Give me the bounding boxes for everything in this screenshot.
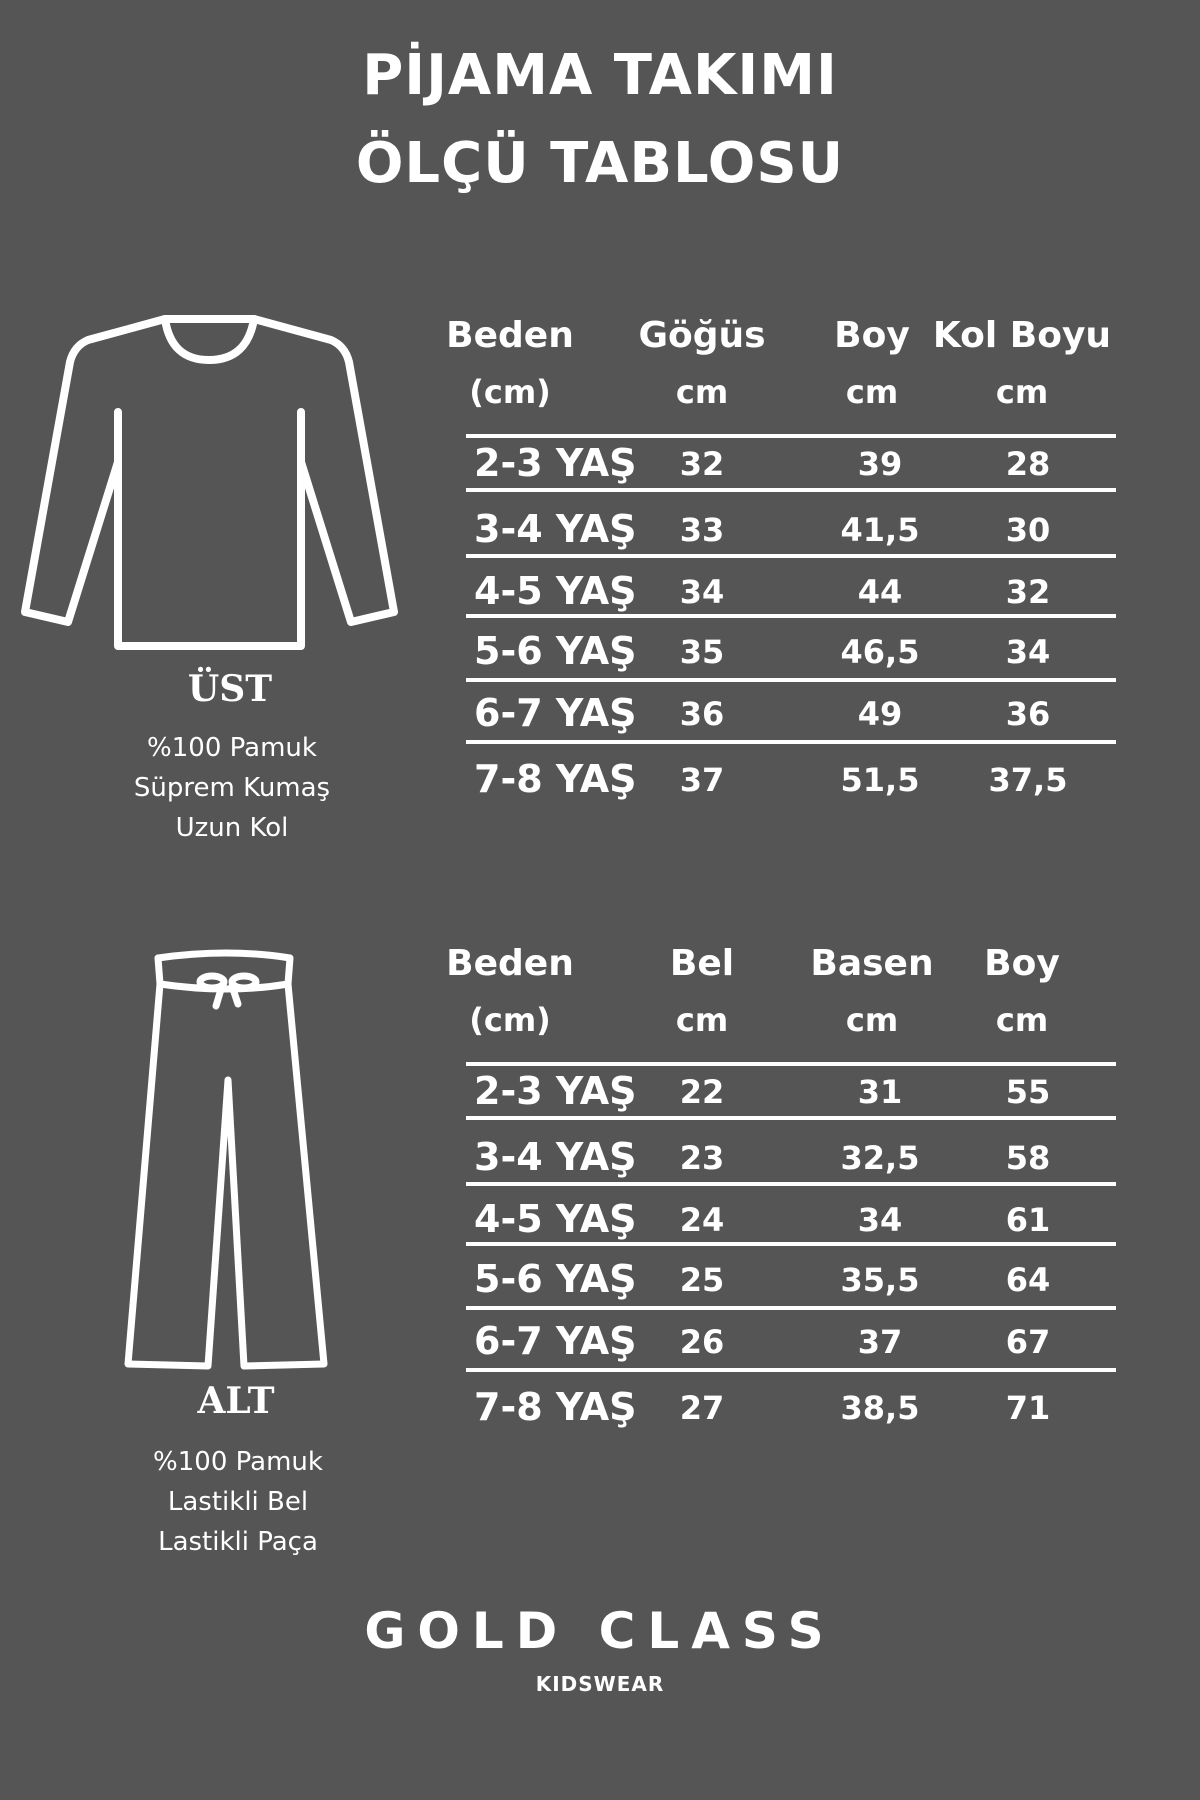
- table-cell: 25: [679, 1261, 725, 1299]
- size-label: 2-3 YAŞ: [474, 441, 637, 485]
- column-unit: cm: [995, 1001, 1049, 1039]
- table-cell: 30: [1005, 511, 1051, 549]
- column-header: Kol Boyu: [932, 315, 1112, 356]
- column-unit: cm: [995, 373, 1049, 411]
- table-divider: [466, 434, 1116, 438]
- size-label: 3-4 YAŞ: [474, 507, 637, 551]
- table-cell: 27: [679, 1389, 725, 1427]
- table-cell: 51,5: [840, 761, 920, 799]
- table-cell: 32: [1005, 573, 1051, 611]
- table-cell: 34: [857, 1201, 903, 1239]
- column-unit: (cm): [469, 1001, 551, 1039]
- top-desc-line: %100 Pamuk: [147, 733, 317, 763]
- table-cell: 33: [679, 511, 725, 549]
- table-cell: 22: [679, 1073, 725, 1111]
- table-cell: 35,5: [840, 1261, 920, 1299]
- table-divider: [466, 1062, 1116, 1066]
- size-label: 5-6 YAŞ: [474, 1257, 637, 1301]
- column-header: Göğüs: [638, 315, 766, 356]
- long-sleeve-shirt-icon: [18, 312, 402, 652]
- table-cell: 36: [679, 695, 725, 733]
- column-header: Basen: [810, 943, 934, 984]
- table-cell: 37: [857, 1323, 903, 1361]
- table-cell: 46,5: [840, 633, 920, 671]
- size-label: 5-6 YAŞ: [474, 629, 637, 673]
- table-cell: 32,5: [840, 1139, 920, 1177]
- table-cell: 38,5: [840, 1389, 920, 1427]
- table-cell: 55: [1005, 1073, 1051, 1111]
- size-label: 2-3 YAŞ: [474, 1069, 637, 1113]
- table-divider: [466, 678, 1116, 682]
- size-label: 4-5 YAŞ: [474, 1197, 637, 1241]
- size-label: 3-4 YAŞ: [474, 1135, 637, 1179]
- table-cell: 39: [857, 445, 903, 483]
- table-divider: [466, 1306, 1116, 1310]
- table-divider: [466, 1182, 1116, 1186]
- table-cell: 67: [1005, 1323, 1051, 1361]
- table-divider: [466, 1368, 1116, 1372]
- table-cell: 23: [679, 1139, 725, 1177]
- size-label: 6-7 YAŞ: [474, 691, 637, 735]
- table-cell: 34: [1005, 633, 1051, 671]
- table-cell: 64: [1005, 1261, 1051, 1299]
- table-cell: 26: [679, 1323, 725, 1361]
- table-divider: [466, 1242, 1116, 1246]
- table-cell: 31: [857, 1073, 903, 1111]
- table-cell: 61: [1005, 1201, 1051, 1239]
- table-divider: [466, 554, 1116, 558]
- column-unit: cm: [675, 1001, 729, 1039]
- column-unit: cm: [845, 373, 899, 411]
- top-description: [72, 728, 392, 848]
- pajama-pants-icon: [120, 948, 336, 1374]
- size-label: 6-7 YAŞ: [474, 1319, 637, 1363]
- table-cell: 32: [679, 445, 725, 483]
- page-title-line-1: PİJAMA TAKIMI: [362, 43, 838, 108]
- brand-logo: GOLD CLASS: [364, 1602, 836, 1660]
- bottom-desc-line: %100 Pamuk: [153, 1447, 323, 1477]
- column-header: Beden: [446, 315, 574, 356]
- table-divider: [466, 614, 1116, 618]
- size-label: 4-5 YAŞ: [474, 569, 637, 613]
- top-garment-name: ÜST: [187, 668, 273, 710]
- table-cell: 24: [679, 1201, 725, 1239]
- table-divider: [466, 488, 1116, 492]
- top-desc-line: Uzun Kol: [175, 813, 289, 843]
- top-desc-line: Süprem Kumaş: [133, 773, 331, 803]
- table-cell: 37,5: [988, 761, 1068, 799]
- column-header: Boy: [834, 315, 910, 356]
- table-cell: 41,5: [840, 511, 920, 549]
- column-unit: cm: [845, 1001, 899, 1039]
- top-size-table: [440, 315, 1120, 801]
- bottom-size-table: [440, 943, 1120, 1429]
- size-label: 7-8 YAŞ: [474, 1385, 637, 1429]
- table-cell: 58: [1005, 1139, 1051, 1177]
- table-divider: [466, 740, 1116, 744]
- bottom-desc-line: Lastikli Paça: [158, 1527, 318, 1557]
- brand-subtitle: KIDSWEAR: [535, 1672, 665, 1696]
- page-title-line-2: ÖLÇÜ TABLOSU: [355, 131, 845, 196]
- column-unit: (cm): [469, 373, 551, 411]
- bottom-garment-name: ALT: [197, 1380, 275, 1422]
- column-header: Boy: [984, 943, 1060, 984]
- column-unit: cm: [675, 373, 729, 411]
- bottom-desc-line: Lastikli Bel: [167, 1487, 309, 1517]
- bottom-description: [78, 1442, 398, 1562]
- table-cell: 28: [1005, 445, 1051, 483]
- table-cell: 36: [1005, 695, 1051, 733]
- table-divider: [466, 1116, 1116, 1120]
- column-header: Bel: [669, 943, 735, 984]
- table-cell: 35: [679, 633, 725, 671]
- table-cell: 49: [857, 695, 903, 733]
- table-cell: 44: [857, 573, 903, 611]
- column-header: Beden: [446, 943, 574, 984]
- table-cell: 34: [679, 573, 725, 611]
- table-cell: 71: [1005, 1389, 1051, 1427]
- table-cell: 37: [679, 761, 725, 799]
- size-label: 7-8 YAŞ: [474, 757, 637, 801]
